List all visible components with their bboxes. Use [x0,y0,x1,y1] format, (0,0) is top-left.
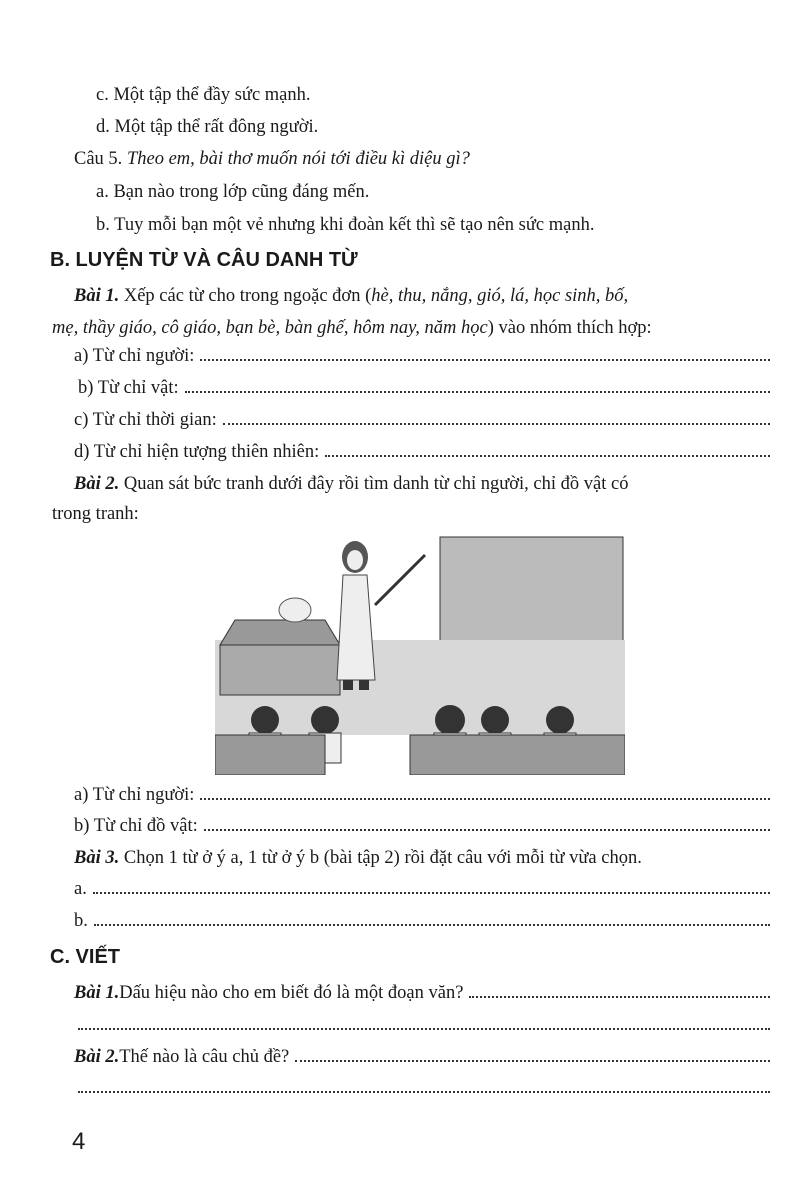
answer-label: a. [74,879,87,899]
answer-line[interactable] [78,1077,770,1093]
bai2-label: Bài 2. [74,474,120,494]
answer-label: d) Từ chỉ hiện tượng thiên nhiên: [74,442,320,462]
student-desk [215,735,325,775]
c-bai2-text: Thế nào là câu chủ đề? [119,1047,290,1067]
question-5 [74,148,470,170]
flowers [279,598,311,622]
answer-line[interactable] [78,377,770,399]
c-bai1-label: Bài 1. [74,983,120,1003]
bai1-text: Xếp các từ cho trong ngoặc đơn ( [119,286,372,306]
page-number: 4 [72,1128,86,1155]
b-bai3 [74,847,642,869]
c-bai2-label: Bài 2. [74,1047,120,1067]
bai3-text: Chọn 1 từ ở ý a, 1 từ ở ý b (bài tập 2) rồi đặt câu với mỗi từ vừa chọn. [119,848,642,868]
q5-label: Câu 5. [74,149,123,169]
option-c: c. Một tập thể đầy sức mạnh. [96,85,311,105]
bai1-label: Bài 1. [74,286,120,306]
answer-line[interactable] [74,441,770,463]
b-bai1-line2 [52,317,652,339]
answer-line[interactable] [74,878,770,900]
answer-line[interactable] [78,1014,770,1030]
answer-line[interactable] [74,784,770,806]
option-d: d. Một tập thể rất đông người. [96,117,319,137]
answer-line[interactable] [74,910,770,932]
bai3-label: Bài 3. [74,848,120,868]
classroom-illustration [215,535,625,775]
answer-label: b. [74,911,88,931]
bai1-words-2: mẹ, thầy giáo, cô giáo, bạn bè, bàn ghế, hôm nay, năm học [52,318,488,338]
b-bai1-line1 [74,285,628,307]
bai1-words: hè, thu, nắng, gió, lá, học sinh, bố, [371,286,629,306]
answer-label: b) Từ chỉ vật: [78,378,179,398]
q5-text: Theo em, bài thơ muốn nói tới điều kì diệu gì? [126,149,470,169]
bai2-text: Quan sát bức tranh dưới đây rồi tìm danh từ chỉ người, chỉ đồ vật có [119,474,629,494]
section-c-heading: C. VIẾT [50,946,121,968]
answer-label: a) Từ chỉ người: [74,346,195,366]
bai1-text-2: ) vào nhóm thích hợp: [487,318,652,338]
answer-label: c) Từ chỉ thời gian: [74,410,217,430]
section-b-heading: B. LUYỆN TỪ VÀ CÂU DANH TỪ [50,249,358,271]
answer-label: b) Từ chỉ đồ vật: [74,816,198,836]
answer-line[interactable] [74,982,770,1004]
teacher-desk [220,620,340,645]
answer-line[interactable] [74,345,770,367]
b-bai2-line2: trong tranh: [52,504,139,524]
answer-line[interactable] [74,1046,770,1068]
c-bai1-text: Dấu hiệu nào cho em biết đó là một đoạn văn? [119,983,464,1003]
answer-line[interactable] [74,409,770,431]
q5-option-a: a. Bạn nào trong lớp cũng đáng mến. [96,182,370,202]
answer-line[interactable] [74,815,770,837]
answer-label: a) Từ chỉ người: [74,785,195,805]
q5-option-b: b. Tuy mỗi bạn một vẻ nhưng khi đoàn kết thì sẽ tạo nên sức mạnh. [96,215,595,235]
student-desk [410,735,625,775]
b-bai2-line1 [74,473,628,495]
